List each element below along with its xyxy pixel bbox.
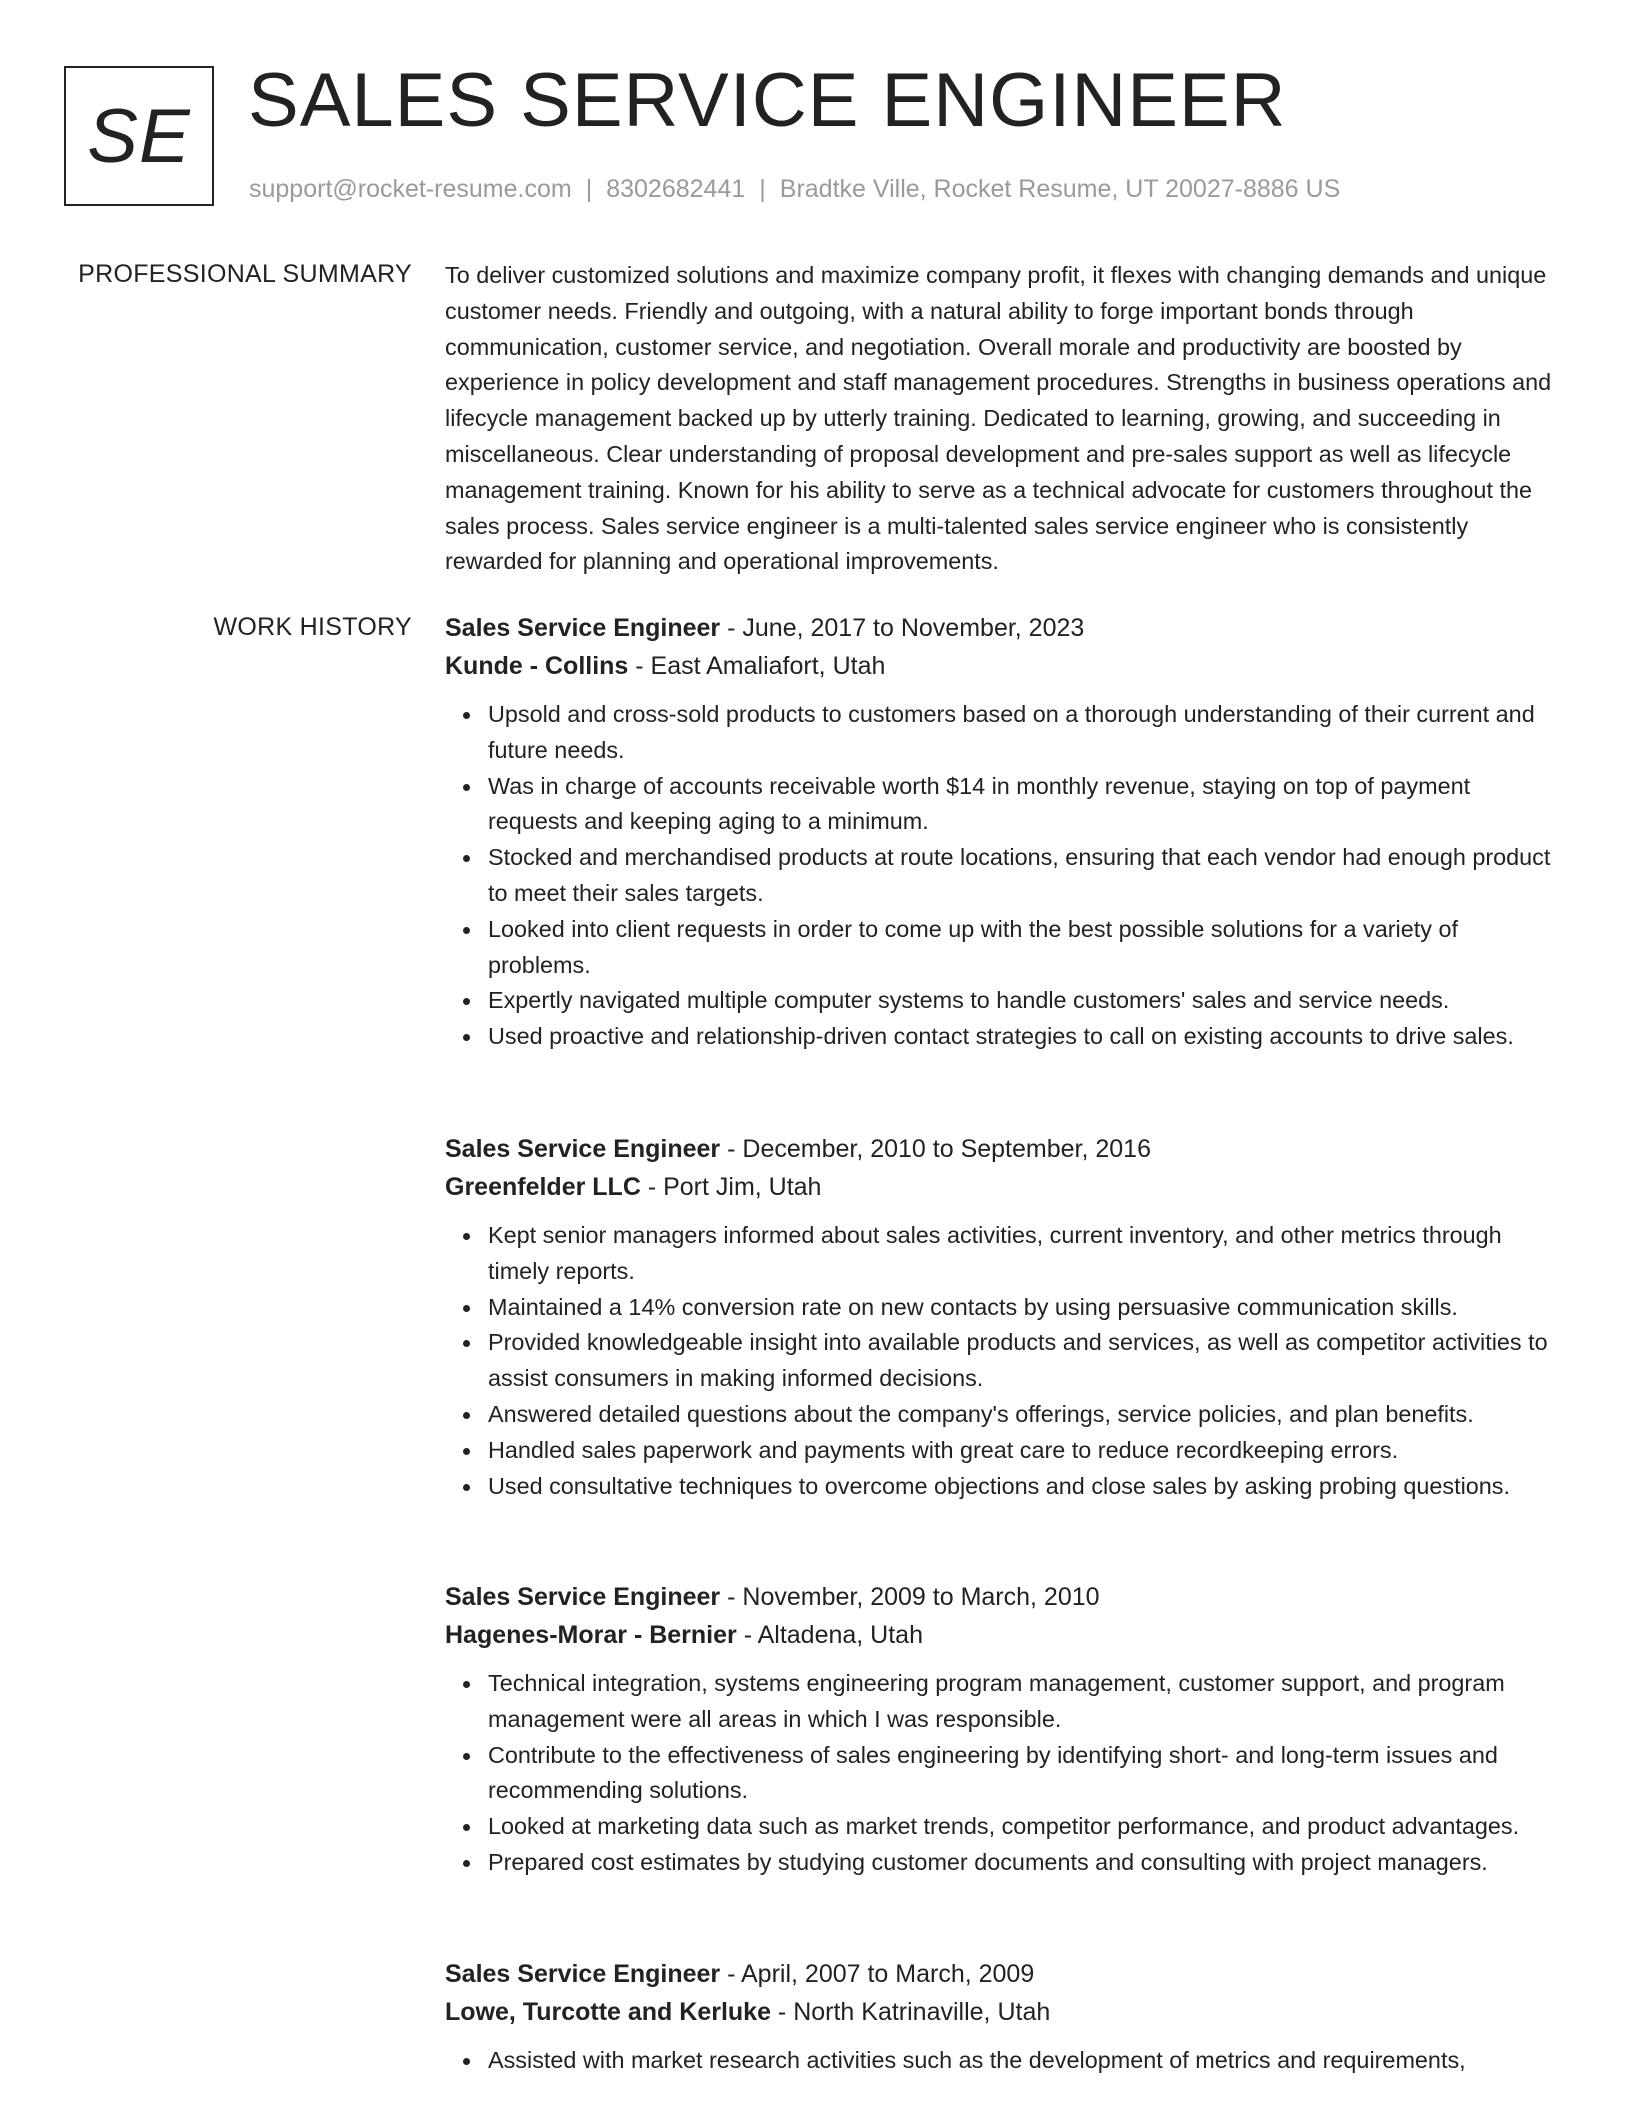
- job-bullet: Looked into client requests in order to come up with the best possible solutions for a variety of problems.: [488, 912, 1565, 984]
- job-dates: - December, 2010 to September, 2016: [720, 1135, 1151, 1163]
- contact-phone[interactable]: 8302682441: [606, 175, 746, 203]
- job-bullet: Kept senior managers informed about sales activities, current inventory, and other metrics through timely reports.: [488, 1218, 1565, 1290]
- contact-separator: |: [759, 175, 766, 203]
- job-company-line: [445, 647, 1565, 685]
- summary-text: To deliver customized solutions and maximize company profit, it flexes with changing demands and unique customer needs. Friendly and outgoing, with a natural ability to forge important bonds through communication, customer service, and negotiation. Overall morale and productivity are boosted by experience in policy development and staff management procedures. Strengths in business operations and lifecycle management backed up by utterly training. Dedicated to learning, growing, and succeeding in miscellaneous. Clear understanding of proposal development and pre-sales support as well as lifecycle management training. Known for his ability to serve as a technical advocate for customers throughout the sales process. Sales service engineer is a multi-talented sales service engineer who is consistently rewarded for planning and operational improvements.: [445, 262, 1552, 575]
- contact-address: Bradtke Ville, Rocket Resume, UT 20027-8886 US: [779, 175, 1341, 203]
- job-location: - North Katrinaville, Utah: [770, 1998, 1051, 2026]
- job-bullet: Was in charge of accounts receivable worth $14 in monthly revenue, staying on top of payment requests and keeping aging to a minimum.: [488, 769, 1565, 841]
- job-title: Sales Service Engineer: [445, 1135, 721, 1163]
- job-dates: - April, 2007 to March, 2009: [720, 1960, 1035, 1988]
- job-dates: - June, 2017 to November, 2023: [720, 614, 1085, 642]
- job-title-line: [445, 1130, 1565, 1168]
- job-bullet: Handled sales paperwork and payments with great care to reduce recordkeeping errors.: [488, 1433, 1565, 1469]
- job-bullet: Provided knowledgeable insight into available products and services, as well as competitor activities to assist consumers in making informed decisions.: [488, 1325, 1565, 1397]
- contact-email[interactable]: support@rocket-resume.com: [249, 175, 572, 203]
- job-entry: [445, 1130, 1565, 1504]
- job-dates: - November, 2009 to March, 2010: [720, 1583, 1100, 1611]
- job-entry: [445, 1578, 1565, 1881]
- job-company: Lowe, Turcotte and Kerluke: [445, 1998, 771, 2026]
- contact-separator: |: [585, 175, 593, 203]
- contact-line: [249, 174, 1340, 204]
- job-entry: [445, 609, 1565, 1055]
- job-title: Sales Service Engineer: [445, 1960, 721, 1988]
- work-history-heading: WORK HISTORY: [213, 613, 412, 641]
- job-company-line: [445, 1168, 1565, 1206]
- job-company: Hagenes-Morar - Bernier: [445, 1621, 737, 1649]
- job-bullet-list: [445, 2043, 1565, 2079]
- job-title-line: [445, 1578, 1565, 1616]
- job-company: Greenfelder LLC: [445, 1173, 641, 1201]
- job-location: - Port Jim, Utah: [640, 1173, 822, 1201]
- job-entry: [445, 1955, 1565, 2079]
- job-location: - East Amaliafort, Utah: [628, 652, 886, 680]
- job-bullet: Contribute to the effectiveness of sales engineering by identifying short- and long-term issues and recommending solutions.: [488, 1738, 1565, 1810]
- summary-heading: PROFESSIONAL SUMMARY: [78, 260, 412, 288]
- job-title-line: [445, 609, 1565, 647]
- job-title: Sales Service Engineer: [445, 614, 721, 642]
- job-company-line: [445, 1616, 1565, 1654]
- job-bullet: Used proactive and relationship-driven contact strategies to call on existing accounts to drive sales.: [488, 1019, 1565, 1055]
- job-company-line: [445, 1993, 1565, 2031]
- job-bullet: Used consultative techniques to overcome objections and close sales by asking probing questions.: [488, 1469, 1565, 1505]
- monogram-initials: SE: [87, 93, 191, 179]
- candidate-name: SALES SERVICE ENGINEER: [248, 58, 1287, 143]
- job-bullet: Stocked and merchandised products at route locations, ensuring that each vendor had enough product to meet their sales targets.: [488, 840, 1565, 912]
- job-title-line: [445, 1955, 1565, 1993]
- job-bullet: Looked at marketing data such as market trends, competitor performance, and product advantages.: [488, 1809, 1565, 1845]
- job-bullet: Maintained a 14% conversion rate on new contacts by using persuasive communication skills.: [488, 1290, 1565, 1326]
- job-title: Sales Service Engineer: [445, 1583, 721, 1611]
- job-bullet: Answered detailed questions about the company's offerings, service policies, and plan benefits.: [488, 1397, 1565, 1433]
- job-bullet-list: [445, 1218, 1565, 1504]
- job-location: - Altadena, Utah: [736, 1621, 923, 1649]
- job-company: Kunde - Collins: [445, 652, 629, 680]
- job-bullet-list: [445, 697, 1565, 1055]
- monogram-box: [64, 66, 214, 206]
- job-bullet: Prepared cost estimates by studying customer documents and consulting with project managers.: [488, 1845, 1565, 1881]
- job-bullet: Assisted with market research activities such as the development of metrics and requirements,: [488, 2043, 1565, 2079]
- job-bullet: Expertly navigated multiple computer systems to handle customers' sales and service needs.: [488, 983, 1565, 1019]
- job-bullet-list: [445, 1666, 1565, 1881]
- job-bullet: Technical integration, systems engineering program management, customer support, and program management were all areas in which I was responsible.: [488, 1666, 1565, 1738]
- job-bullet: Upsold and cross-sold products to customers based on a thorough understanding of their current and future needs.: [488, 697, 1565, 769]
